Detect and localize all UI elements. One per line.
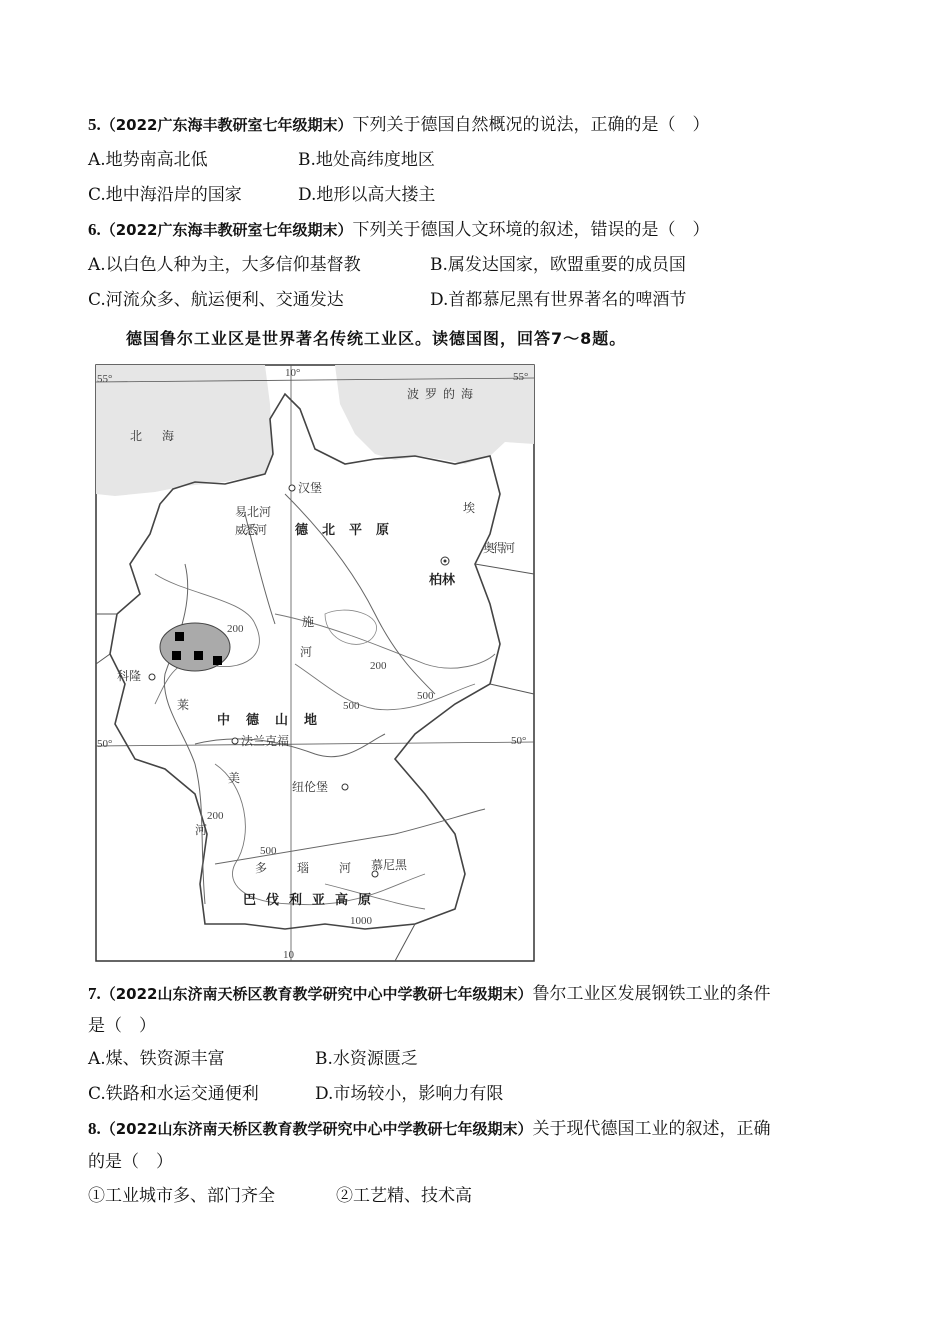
bavarian-plateau-label: 巴伐利亚高原 <box>243 893 382 908</box>
munich-label: 慕尼黑 <box>371 858 408 872</box>
contour-1000-label: 1000 <box>350 915 372 927</box>
lat-50-right: 50° <box>511 735 527 747</box>
central-upland-label: 中德山地 <box>217 713 334 728</box>
nuremberg-dot <box>342 784 348 790</box>
lon-10-bottom: 10 <box>283 949 294 961</box>
q5-option-a: A.地势南高北低 <box>88 150 208 170</box>
ems-label: 埃 <box>463 501 476 515</box>
contour-200-c: 200 <box>207 810 224 822</box>
q6-stem: 下列关于德国人文环境的叙述，错误的是（ ） <box>352 220 710 240</box>
ruhr-marker-2 <box>172 651 181 660</box>
hamburg-label: 汉堡 <box>298 481 323 495</box>
q7-number: 7. <box>88 984 101 1003</box>
lat-55-left: 55° <box>97 373 113 385</box>
frankfurt-label: 法兰克福 <box>241 734 290 748</box>
q7-option-a: A.煤、铁资源丰富 <box>88 1049 225 1069</box>
q6-option-c: C.河流众多、航运便利、交通发达 <box>88 290 344 310</box>
lon-10-top: 10° <box>285 367 301 379</box>
weser-label: 威悉河 <box>235 523 266 537</box>
spree-label: 施 <box>302 615 315 629</box>
q7-stem: 鲁尔工业区发展钢铁工业的条件 <box>532 984 771 1004</box>
q6-option-d: D.首都慕尼黑有世界著名的啤酒节 <box>430 290 687 310</box>
contour-500-a: 500 <box>343 700 360 712</box>
ruhr-marker-3 <box>194 651 203 660</box>
rhine-label: 莱 <box>177 698 190 712</box>
q8-number: 8. <box>88 1119 101 1138</box>
q5-option-d: D.地形以高大搂主 <box>298 185 436 205</box>
q5-stem-line <box>88 114 710 136</box>
q5-number: 5. <box>88 115 101 134</box>
q5-option-c: C.地中海沿岸的国家 <box>88 185 242 205</box>
q8-item-2: ②工艺精、技术高 <box>336 1186 472 1206</box>
q5-option-b: B.地处高纬度地区 <box>298 150 435 170</box>
q6-stem-line <box>88 219 710 241</box>
q5-source: （2022广东海丰教研室七年级期末） <box>100 116 353 134</box>
q7-stem-cont: 是（ ） <box>88 1016 156 1036</box>
cologne-label: 科隆 <box>117 669 142 683</box>
q6-option-b: B.属发达国家，欧盟重要的成员国 <box>430 255 686 275</box>
q7-source: （2022山东济南天桥区教育教学研究中心中学教研七年级期末） <box>100 985 533 1003</box>
berlin-label: 柏林 <box>429 573 456 588</box>
q7-option-b: B.水资源匮乏 <box>315 1049 418 1069</box>
q8-item-1: ①工业城市多、部门齐全 <box>88 1186 275 1206</box>
q6-source: （2022广东海丰教研室七年级期末） <box>100 221 353 239</box>
lat-55-right: 55° <box>513 371 529 383</box>
lat-50-left: 50° <box>97 738 113 750</box>
north-sea-label: 北海 <box>130 429 195 443</box>
q8-source: （2022山东济南天桥区教育教学研究中心中学教研七年级期末） <box>100 1120 533 1138</box>
q7-option-c: C.铁路和水运交通便利 <box>88 1084 259 1104</box>
q7-option-d: D.市场较小，影响力有限 <box>315 1084 504 1104</box>
contour-500-c: 500 <box>260 845 277 857</box>
ruhr-marker-4 <box>213 656 222 665</box>
north-plain-label: 德北平原 <box>295 523 404 538</box>
danube-label: 多瑙河 <box>255 861 382 875</box>
q8-stem-cont: 的是（ ） <box>88 1152 173 1172</box>
cologne-dot <box>149 674 155 680</box>
rhine2-label: 河 <box>300 645 313 659</box>
germany-map <box>95 364 535 962</box>
q6-number: 6. <box>88 220 101 239</box>
elbe-label: 易北河 <box>235 505 272 519</box>
ruhr-marker-1 <box>175 632 184 641</box>
berlin-dot-inner <box>444 560 447 563</box>
contour-200-b: 200 <box>370 660 387 672</box>
danube2-label: 河 <box>195 823 208 837</box>
q8-stem-line <box>88 1118 771 1140</box>
contour-500-b: 500 <box>417 690 434 702</box>
q5-stem: 下列关于德国自然概况的说法，正确的是（ ） <box>352 115 710 135</box>
q7-stem-line <box>88 983 771 1005</box>
q6-option-a: A.以白色人种为主，大多信仰基督教 <box>88 255 361 275</box>
contour-200-a: 200 <box>227 623 244 635</box>
nuremberg-label: 纽伦堡 <box>292 780 329 794</box>
oder-label: 奥得河 <box>483 541 514 555</box>
main-label: 美 <box>228 771 241 785</box>
q8-stem: 关于现代德国工业的叙述，正确 <box>532 1119 771 1139</box>
map-intro: 德国鲁尔工业区是世界著名传统工业区。读德国图，回答7～8题。 <box>126 329 627 348</box>
baltic-sea-label: 波罗的海 <box>407 387 480 401</box>
frankfurt-dot <box>232 738 238 744</box>
hamburg-dot <box>289 485 295 491</box>
